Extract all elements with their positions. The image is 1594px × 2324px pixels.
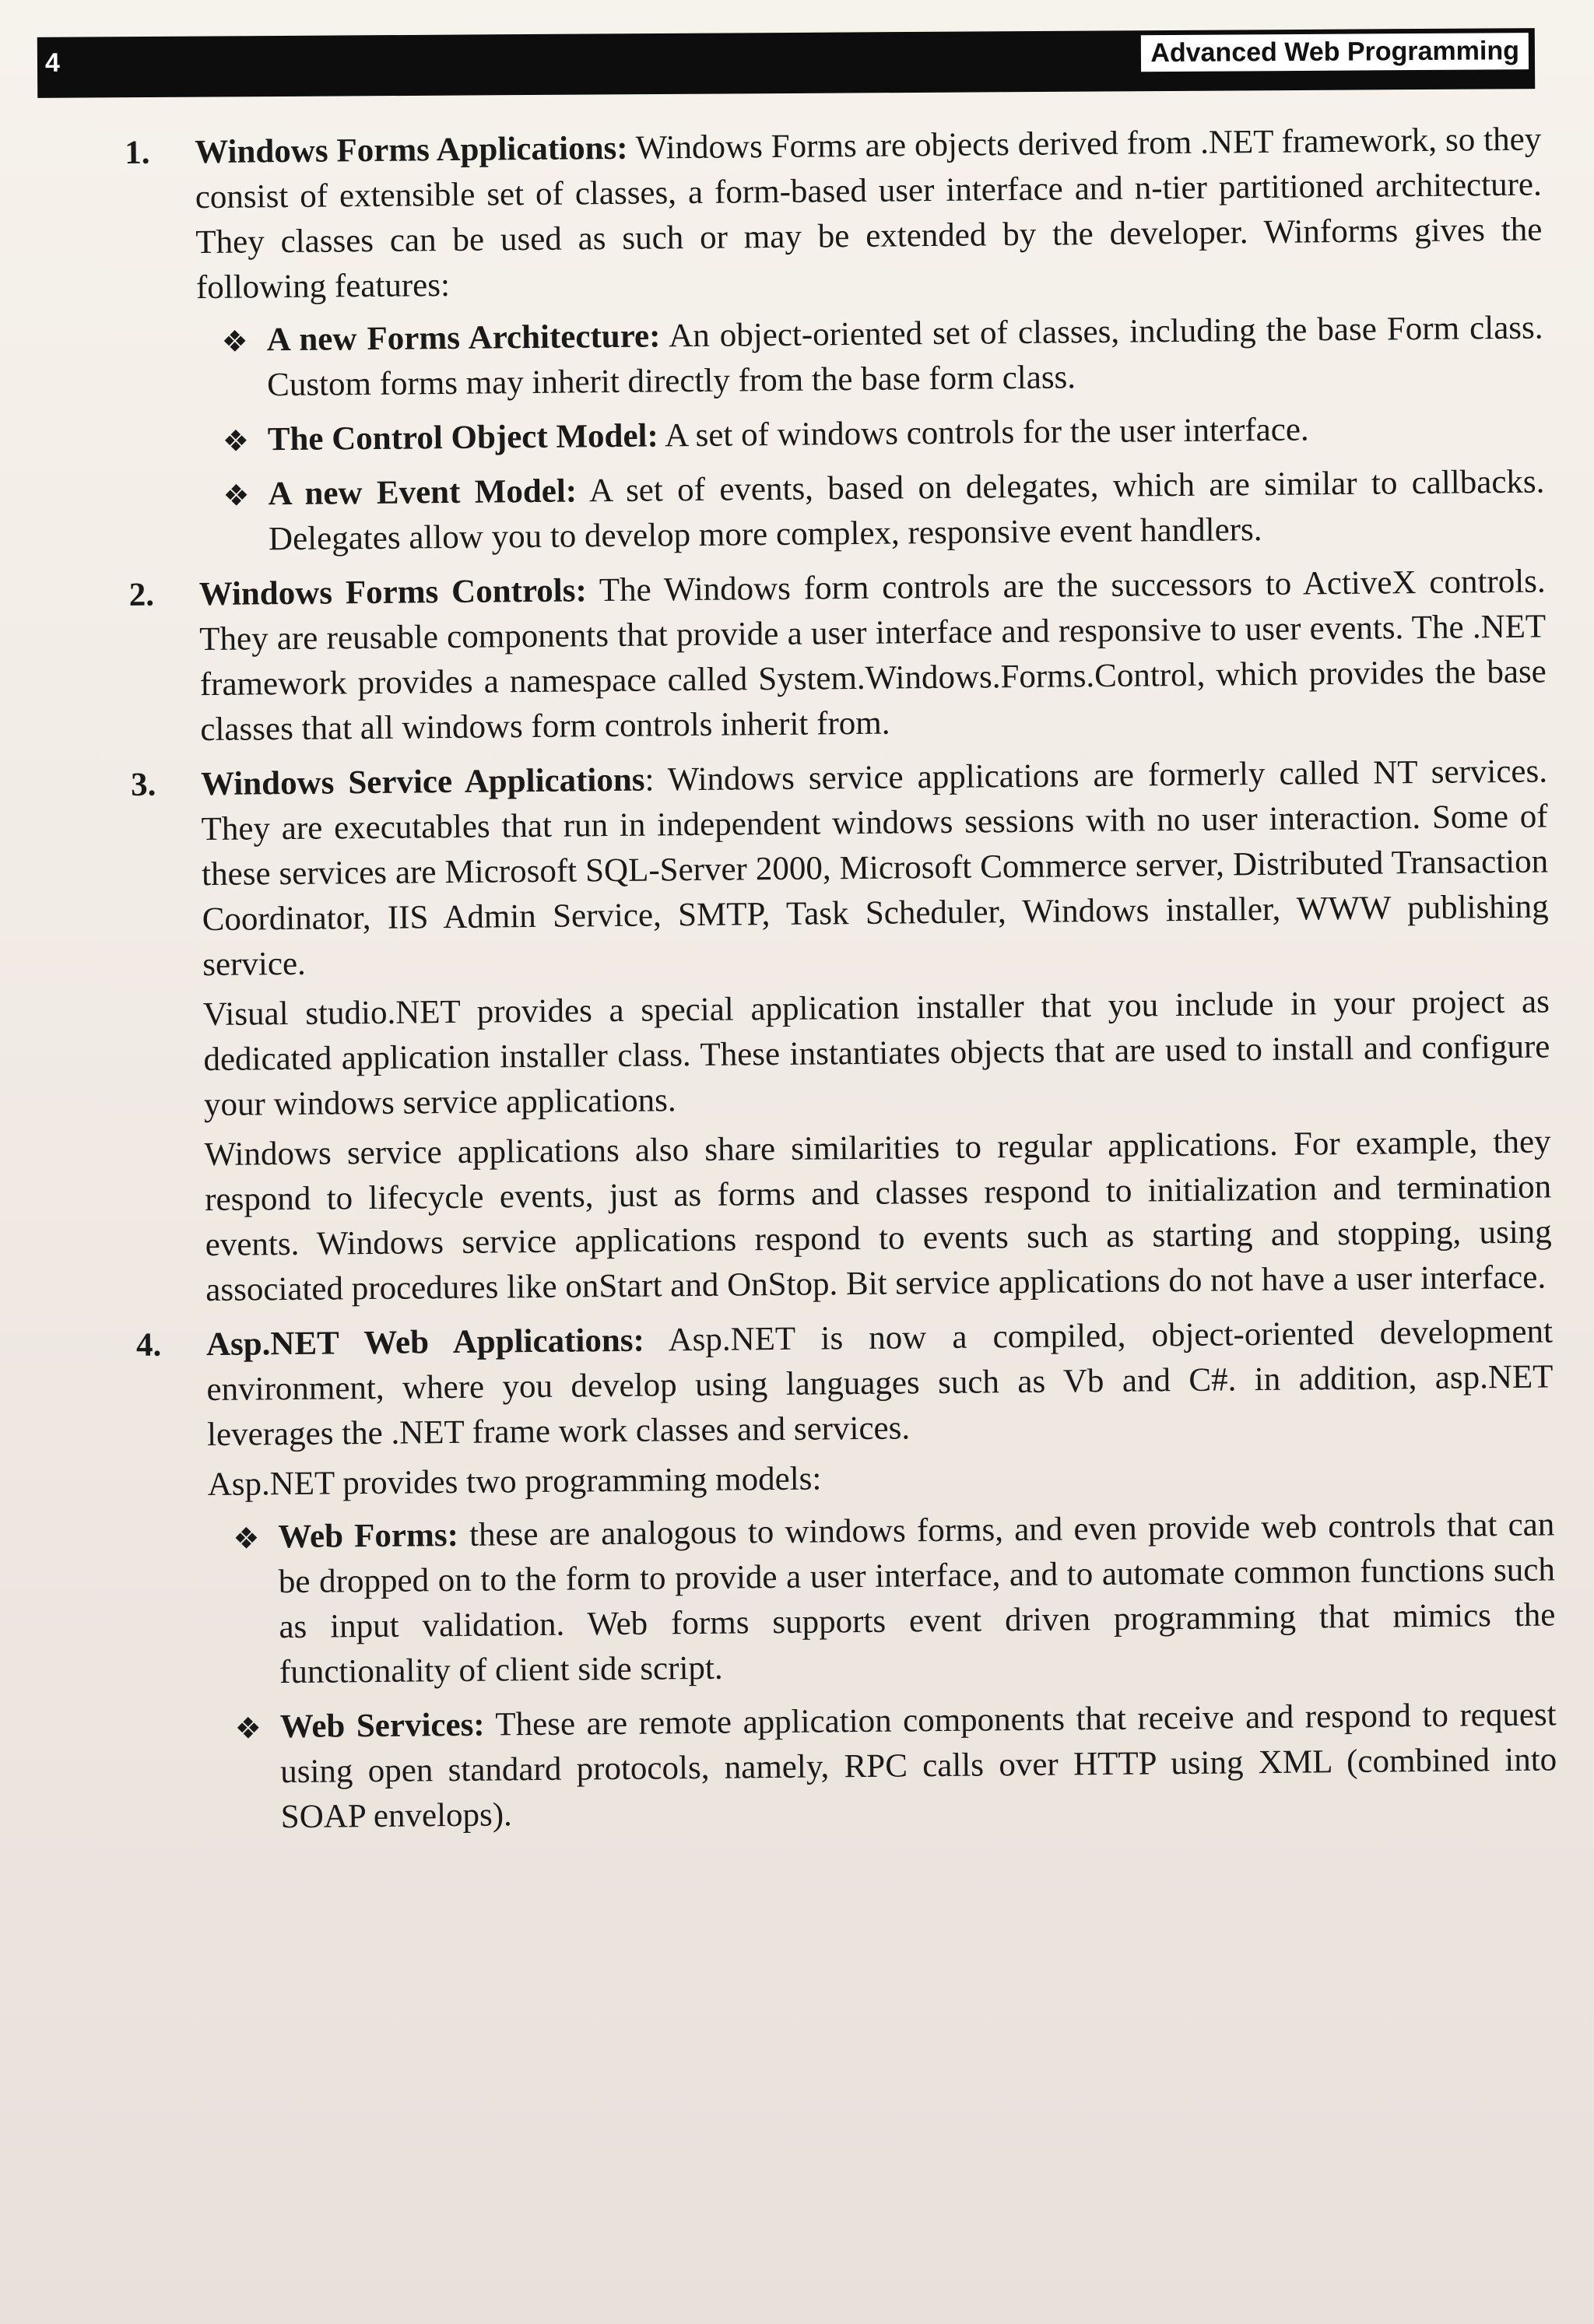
item-number: 1. <box>125 134 150 171</box>
item-paragraph <box>201 749 1550 988</box>
diamond-bullet-icon: ❖ <box>222 425 250 458</box>
bullet-item <box>212 306 1543 409</box>
bullet-term: A new Forms Architecture: <box>266 318 661 359</box>
bullet-text: these are analogous to windows forms, and even provide web controls that can be dropped on to the form to provide a user interface, and to automate common functions such as input validation. Web forms supports event driven programming that mimics the functionality of client side script. <box>278 1506 1556 1691</box>
diamond-bullet-icon: ❖ <box>223 479 250 513</box>
page-header-bar <box>37 28 1535 98</box>
item-text: Windows Forms are objects derived from .NET framework, so they consist of extensible set of classes, a form-based user interface and n-tier partitioned architecture. They classes can be used as such or may be extended by the developer. Winforms gives the following features: <box>195 121 1543 307</box>
page-number: 4 <box>44 47 61 78</box>
item-term: Windows Forms Controls: <box>198 572 587 613</box>
item-intro: Asp.NET provides two programming models: <box>207 1460 822 1504</box>
item-paragraph <box>198 560 1547 753</box>
bullet-text: These are remote application components that receive and respond to request using open standard protocols, namely, RPC calls over HTTP using XML (combined into SOAP envelops). <box>280 1696 1557 1836</box>
bullet-term: Web Services: <box>279 1706 485 1746</box>
list-item <box>136 1309 1557 1841</box>
bullet-item <box>213 405 1544 463</box>
item-text: : Windows service applications are formerly called NT services. They are executables that run in independent windows sessions with no user interaction. Some of these services are Microsoft SQL-Server 2000, Microsoft Commerce server, Distributed Transaction Coordinator, IIS Admin Service, SMTP, Task Scheduler, Windows installer, WWW publishing service. <box>201 753 1549 984</box>
list-item <box>128 560 1547 753</box>
item-paragraph <box>195 118 1543 311</box>
page-content <box>125 118 1557 1851</box>
item-term: Windows Service Applications <box>200 761 645 803</box>
list-item <box>131 749 1553 1313</box>
item-subparagraph: Visual studio.NET provides a special application installer that you include in your project as dedicated application installer class. These instantiates objects that are used to install and configure your windows service applications. <box>202 983 1550 1124</box>
item-term: Windows Forms Applications: <box>195 129 628 171</box>
item-subparagraph: Windows service applications also share similarities to regular applications. For example, they respond to lifecycle events, just as forms and classes respond to initialization and termination events. Windows service applications respond to events such as starting and stopping, using associated procedures like onStart and OnStop. Bit service applications do not have a user interface. <box>204 1123 1552 1309</box>
item-paragraph <box>206 1309 1554 1458</box>
feature-bullet-list <box>196 306 1545 563</box>
item-number: 3. <box>130 766 156 803</box>
bullet-text: An object-oriented set of classes, including the base Form class. Custom forms may inherit directly from the base form class. <box>266 309 1543 404</box>
item-number: 2. <box>128 576 155 613</box>
item-number: 4. <box>135 1326 162 1364</box>
item-text: Asp.NET is now a compiled, object-oriented development environment, where you develop using languages such as Vb and C#. in addition, asp.NET leverages the .NET frame work classes and services. <box>206 1313 1554 1454</box>
list-item <box>125 118 1545 563</box>
bullet-item <box>213 460 1545 563</box>
bullet-term: A new Event Model: <box>268 472 578 513</box>
model-bullet-list <box>208 1502 1557 1841</box>
diamond-bullet-icon: ❖ <box>234 1712 262 1746</box>
bullet-item <box>223 1502 1556 1695</box>
item-text: The Windows form controls are the successors to ActiveX controls. They are reusable components that provide a user interface and responsive to user events. The .NET framework provides a namespace called System.Windows.Forms.Control, which provides the base classes that all windows form controls inherit from. <box>199 563 1547 749</box>
item-term: Asp.NET Web Applications: <box>205 1322 645 1364</box>
bullet-term: Web Forms: <box>278 1516 459 1556</box>
diamond-bullet-icon: ❖ <box>233 1522 260 1556</box>
bullet-item <box>225 1692 1557 1840</box>
bullet-text: A set of events, based on delegates, which are similar to callbacks. Delegates allow you to develop more complex, responsive event handlers. <box>268 463 1545 558</box>
diamond-bullet-icon: ❖ <box>221 325 248 359</box>
bullet-text: A set of windows controls for the user interface. <box>658 411 1309 455</box>
running-head: Advanced Web Programming <box>1141 33 1529 72</box>
bullet-term: The Control Object Model: <box>267 417 659 458</box>
